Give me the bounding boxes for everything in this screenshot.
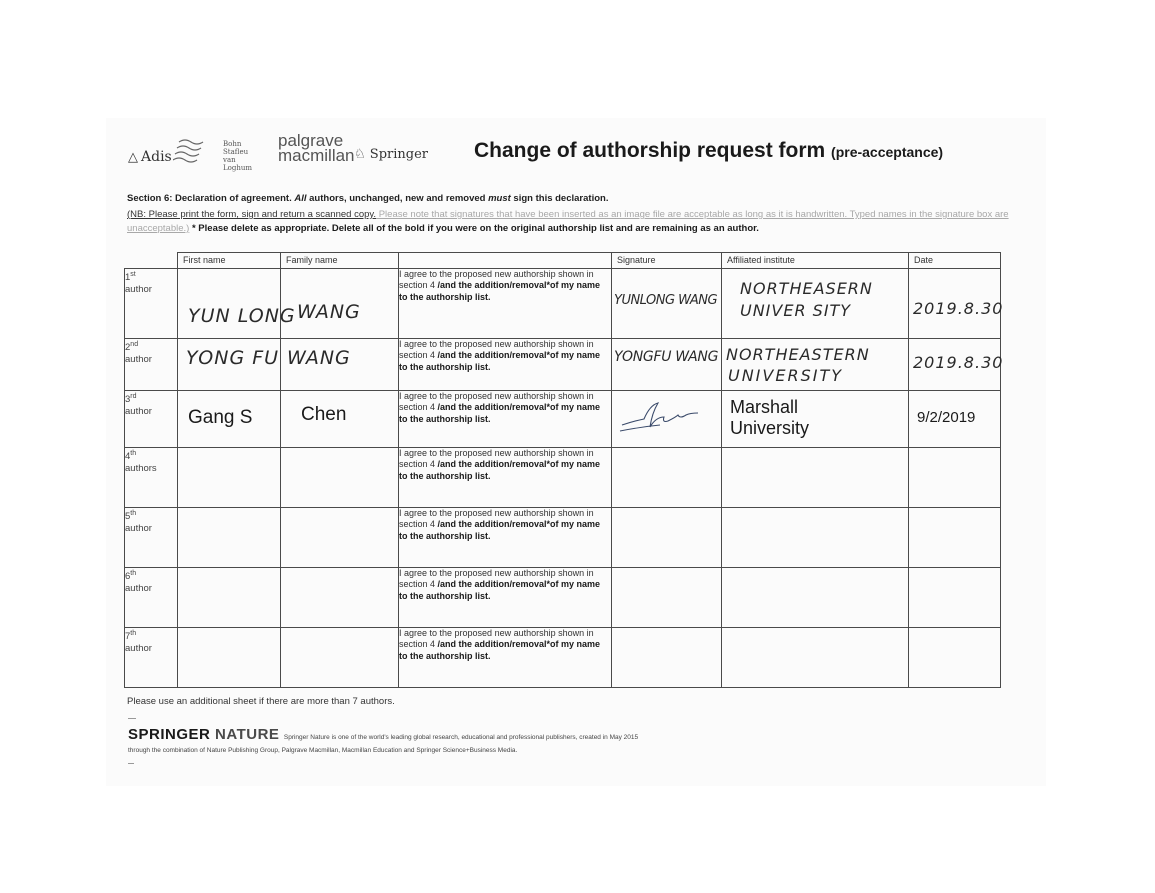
family-name-cell[interactable]: [281, 508, 399, 568]
authorship-table: [124, 252, 1004, 688]
ordinal-number: 5: [125, 511, 131, 523]
form-title-sub: (pre-acceptance): [831, 144, 944, 160]
form-title: [474, 139, 943, 163]
agreement-text: I agree to the proposed new authorship shown in section 4: [399, 269, 594, 291]
table-row: [125, 568, 1001, 628]
adis-logo-text: Adis: [141, 149, 172, 165]
first-name-value: YONG FU: [186, 347, 280, 369]
ordinal-word: author: [125, 354, 152, 366]
signature-cell[interactable]: [612, 568, 722, 628]
ordinal-number: 1: [125, 272, 131, 284]
ordinal-word: author: [125, 284, 152, 296]
date-cell[interactable]: [909, 269, 1004, 339]
springer-nature-logo: [128, 726, 279, 743]
institute-line-2: UNIVERSITY: [728, 366, 843, 385]
agreement-text: I agree to the proposed new authorship shown in section 4: [399, 508, 594, 530]
institute-line-1: Marshall: [730, 397, 799, 417]
ordinal-word: author: [125, 583, 152, 595]
brand-springer: SPRINGER: [128, 726, 211, 743]
section-heading-mid: authors, unchanged, new and removed: [306, 193, 489, 204]
table-row: [125, 628, 1001, 688]
section-heading-suffix: sign this declaration.: [510, 193, 609, 204]
ordinal-suffix: th: [130, 630, 137, 637]
instructions-note: [127, 208, 1037, 236]
first-name-cell[interactable]: [178, 391, 281, 448]
signature-value: YUNLONG WANG: [614, 293, 718, 308]
ordinal-word: authors: [125, 463, 157, 475]
ordinal-suffix: th: [130, 450, 137, 457]
agreement-text: I agree to the proposed new authorship shown in section 4: [399, 448, 594, 470]
agreement-text: I agree to the proposed new authorship shown in section 4: [399, 339, 594, 361]
springer-horse-icon: ♘: [354, 147, 366, 162]
palgrave-text: palgrave: [278, 131, 344, 150]
bsl-emblem-icon: [173, 138, 213, 166]
first-name-value: YUN LONG: [188, 305, 296, 327]
section-heading-all: All: [294, 193, 307, 204]
institute-cell[interactable]: [722, 508, 909, 568]
agreement-bold-text: /and the addition/removal*of my name to the authorship list.: [399, 459, 601, 481]
palgrave-macmillan-logo: [278, 133, 355, 163]
family-name-value: WANG: [297, 301, 361, 323]
institute-cell[interactable]: [722, 448, 909, 508]
family-name-cell[interactable]: [281, 568, 399, 628]
ordinal-suffix: th: [130, 510, 137, 517]
bohn-stafleu-logo: [173, 138, 263, 172]
bsl-name: Bohn: [223, 140, 242, 148]
ordinal-number: 7: [125, 631, 131, 643]
table-row: [125, 448, 1001, 508]
author-ordinal: [125, 391, 178, 448]
macmillan-text: macmillan: [278, 146, 355, 165]
agreement-cell: [399, 508, 612, 568]
institute-line-2: UNIVER SITY: [740, 301, 852, 320]
signature-cell[interactable]: [612, 339, 722, 391]
header-blank: [125, 253, 178, 269]
agreement-text: I agree to the proposed new authorship shown in section 4: [399, 628, 594, 650]
table-header-row: [125, 253, 1001, 269]
footer-divider: [128, 718, 136, 719]
header-date: Date: [909, 253, 1001, 269]
signature-cell[interactable]: [612, 448, 722, 508]
ordinal-suffix: nd: [130, 341, 139, 348]
author-ordinal: [125, 508, 178, 568]
ordinal-word: author: [125, 523, 152, 535]
date-cell[interactable]: [909, 448, 1001, 508]
header-family-name: Family name: [281, 253, 399, 269]
springer-nature-footer: [128, 726, 638, 744]
date-cell[interactable]: [909, 508, 1001, 568]
section-heading-prefix: Section 6: Declaration of agreement.: [127, 193, 295, 204]
agreement-cell: [399, 568, 612, 628]
first-name-cell[interactable]: [178, 508, 281, 568]
ordinal-word: author: [125, 406, 152, 418]
date-cell[interactable]: [909, 391, 1001, 448]
handwritten-signature: [612, 397, 712, 437]
ordinal-number: 4: [125, 451, 131, 463]
ordinal-word: author: [125, 643, 152, 655]
bsl-name: Stafleu: [223, 148, 249, 156]
family-name-value: WANG: [287, 347, 351, 369]
institute-cell[interactable]: [722, 269, 909, 339]
family-name-cell[interactable]: [281, 391, 399, 448]
agreement-cell: [399, 628, 612, 688]
date-value: 2019.8.30: [913, 353, 1004, 372]
institute-line-1: NORTHEASERN: [740, 279, 873, 298]
springer-logo: [354, 147, 428, 162]
nb-delete-instruction: * Please delete as appropriate. Delete all of the bold if you were on the original authorship list and are remaining as an author.: [189, 223, 759, 234]
nb-print-instruction: (NB: Please print the form, sign and return a scanned copy.: [127, 209, 377, 220]
family-name-cell[interactable]: [281, 339, 399, 391]
section-heading-must: must: [488, 193, 511, 204]
date-cell[interactable]: [909, 339, 1004, 391]
agreement-text: I agree to the proposed new authorship shown in section 4: [399, 391, 594, 413]
header-institute: Affiliated institute: [722, 253, 909, 269]
first-name-cell[interactable]: [178, 448, 281, 508]
table-row: [125, 269, 1001, 339]
institute-cell[interactable]: [722, 391, 909, 448]
institute-cell[interactable]: [722, 568, 909, 628]
institute-line-1: NORTHEASTERN: [726, 345, 870, 364]
agreement-cell: [399, 269, 612, 339]
springer-nature-description: Springer Nature is one of the world's leading global research, educational and professional publishers, created in May 2015: [283, 734, 639, 741]
institute-line-2: University: [730, 418, 810, 438]
agreement-bold-text: /and the addition/removal*of my name to the authorship list.: [399, 350, 601, 372]
agreement-bold-text: /and the addition/removal*of my name to the authorship list.: [399, 280, 601, 302]
agreement-cell: [399, 339, 612, 391]
brand-nature: NATURE: [215, 726, 280, 743]
first-name-cell[interactable]: [178, 339, 281, 391]
first-name-cell[interactable]: [178, 628, 281, 688]
author-ordinal: [125, 628, 178, 688]
header-signature: Signature: [612, 253, 722, 269]
form-title-main: Change of authorship request form: [474, 139, 826, 162]
agreement-text: I agree to the proposed new authorship shown in section 4: [399, 568, 594, 590]
additional-sheet-note: Please use an additional sheet if there are more than 7 authors.: [127, 696, 395, 707]
institute-cell[interactable]: [722, 339, 909, 391]
family-name-cell[interactable]: [281, 448, 399, 508]
date-value: 2019.8.30: [913, 299, 1004, 318]
publisher-logos: [128, 133, 458, 173]
date-value: 9/2/2019: [917, 409, 976, 426]
family-name-cell[interactable]: [281, 628, 399, 688]
agreement-bold-text: /and the addition/removal*of my name to the authorship list.: [399, 519, 601, 541]
agreement-cell: [399, 391, 612, 448]
ordinal-suffix: st: [130, 271, 136, 278]
author-ordinal: [125, 339, 178, 391]
first-name-value: Gang S: [188, 407, 253, 428]
signature-cell[interactable]: [612, 269, 722, 339]
agreement-bold-text: /and the addition/removal*of my name to the authorship list.: [399, 579, 601, 601]
author-ordinal: [125, 269, 178, 339]
date-cell[interactable]: [909, 568, 1001, 628]
nb-signature-instruction: Please note that signatures that have been inserted as an image file are acceptable as long as it is handwritten. Typed names in the signature box are unacceptable.): [127, 209, 1009, 234]
signature-cell[interactable]: [612, 628, 722, 688]
ordinal-number: 6: [125, 571, 131, 583]
signature-value: YONGFU WANG: [614, 349, 719, 365]
ordinal-number: 2: [125, 342, 131, 354]
springer-text: Springer: [369, 147, 428, 162]
family-name-value: Chen: [301, 404, 347, 425]
table-row: [125, 508, 1001, 568]
date-cell[interactable]: [909, 628, 1001, 688]
first-name-cell[interactable]: [178, 568, 281, 628]
agreement-cell: [399, 448, 612, 508]
springer-nature-description-2: through the combination of Nature Publishing Group, Palgrave Macmillan, Macmillan Education and Springer Science+Business Media.: [128, 747, 518, 754]
triangle-icon: △: [128, 150, 138, 165]
footer-divider-bottom: [128, 763, 134, 764]
signature-cell[interactable]: [612, 508, 722, 568]
header-first-name: First name: [178, 253, 281, 269]
institute-cell[interactable]: [722, 628, 909, 688]
bsl-names: [223, 140, 263, 172]
ordinal-suffix: th: [130, 570, 137, 577]
agreement-bold-text: /and the addition/removal*of my name to the authorship list.: [399, 639, 601, 661]
header-agreement: [399, 253, 612, 269]
ordinal-number: 3: [125, 394, 131, 406]
author-ordinal: [125, 568, 178, 628]
family-name-cell[interactable]: [281, 269, 399, 339]
author-ordinal: [125, 448, 178, 508]
table-row: [125, 339, 1001, 391]
agreement-bold-text: /and the addition/removal*of my name to the authorship list.: [399, 402, 601, 424]
table-row: [125, 391, 1001, 448]
bsl-name: van Loghum: [223, 156, 252, 172]
first-name-cell[interactable]: [178, 269, 296, 339]
section-heading: [127, 193, 608, 204]
adis-logo: [128, 149, 172, 165]
ordinal-suffix: rd: [130, 393, 137, 400]
signature-cell[interactable]: [612, 391, 722, 448]
